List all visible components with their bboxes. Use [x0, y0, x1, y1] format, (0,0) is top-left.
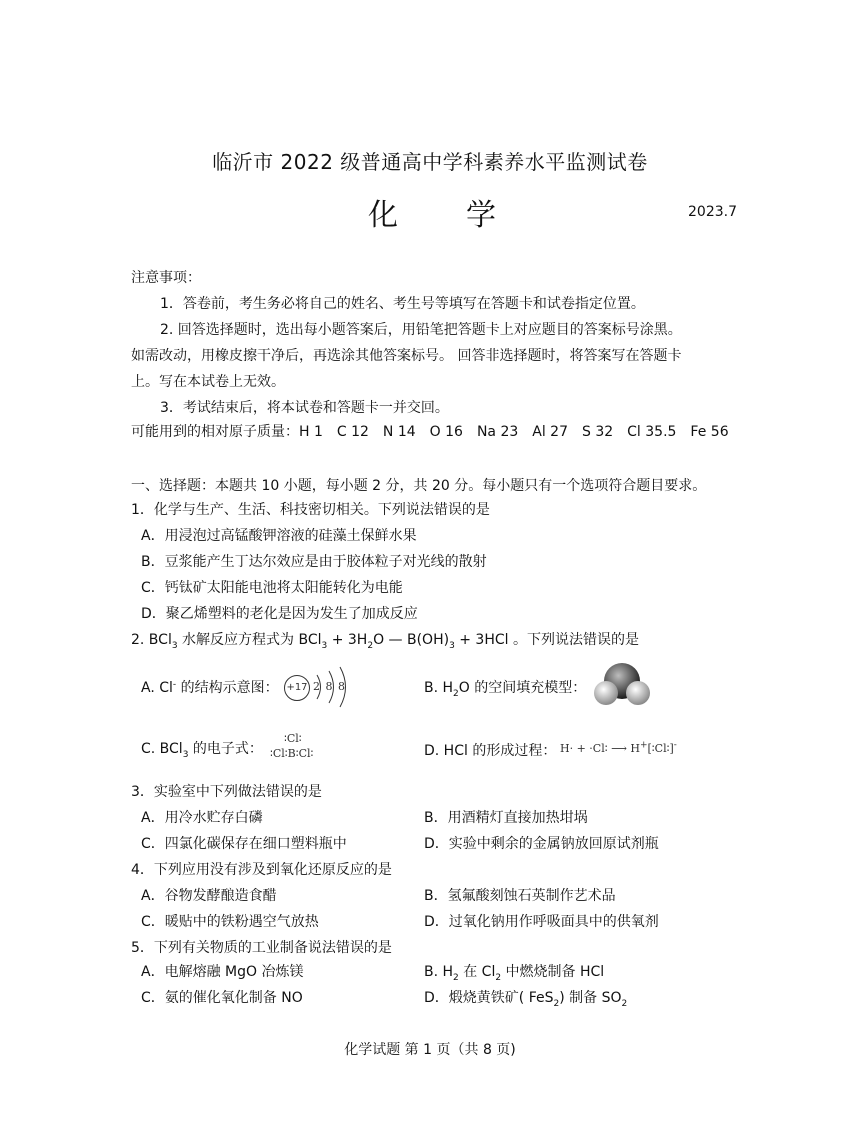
water-space-filling-model — [592, 662, 652, 708]
q1-option-b: B．豆浆能产生丁达尔效应是由于胶体粒子对光线的散射 — [141, 554, 487, 570]
q5-option-d: D．煅烧黄铁矿( FeS$_2$) 制备 $SO_2$ — [424, 990, 628, 1009]
notes-item-2-line-3: 上。写在本试卷上无效。 — [131, 374, 285, 390]
electron-shell-counts: 2 8 8 — [313, 680, 346, 693]
chloride-ion-structure-diagram — [284, 663, 354, 713]
section-1-heading: 一、选择题：本题共 10 小题，每小题 2 分，共 20 分。每小题只有一个选项符合题目要求。 — [131, 478, 707, 494]
q1-stem: 1．化学与生产、生活、科技密切相关。下列说法错误的是 — [131, 502, 490, 518]
subject-title: 化学 — [368, 198, 564, 233]
exam-date: 2023.7 — [688, 204, 737, 220]
q4-option-d: D．过氧化钠用作呼吸面具中的供氧剂 — [424, 914, 659, 930]
electron-shell-arcs — [284, 663, 354, 713]
q1-option-a: A．用浸泡过高锰酸钾溶液的硅藻土保鲜水果 — [141, 528, 417, 544]
q5-option-b: B. $H_2$ 在 $Cl_2$ 中燃烧制备 HCl — [424, 964, 605, 983]
page-footer: 化学试题 第 1 页（共 8 页) — [344, 1042, 516, 1058]
notes-item-2-line-1: 2. 回答选择题时，选出每小题答案后，用铅笔把答题卡上对应题目的答案标号涂黑。 — [160, 322, 682, 338]
q3-option-c: C．四氯化碳保存在细口塑料瓶中 — [141, 836, 347, 852]
notes-item-3: 3．考试结束后，将本试卷和答题卡一并交回。 — [160, 400, 449, 416]
notes-item-2-line-2: 如需改动，用橡皮擦干净后，再选涂其他答案标号。 回答非选择题时，将答案写在答题卡 — [131, 348, 682, 364]
notes-heading: 注意事项： — [131, 270, 201, 286]
q4-option-a: A．谷物发酵酿造食醋 — [141, 888, 277, 904]
bcl3-electron-dot-formula — [270, 731, 313, 761]
q2-option-a: A. Cl- 的结构示意图： — [141, 679, 279, 696]
q2-stem: 2. BCl$_3$ 水解反应方程式为 $BCl_3 + 3H_2O$ — $B(OH)_3 + 3HCl$ 。下列说法错误的是 — [131, 632, 639, 651]
q3-option-a: A．用冷水贮存白磷 — [141, 810, 263, 826]
q3-stem: 3．实验室中下列做法错误的是 — [131, 784, 322, 800]
electron-dot-top: ∶Cl∶ — [284, 732, 302, 745]
q2-option-c: C. BCl$_3$ 的电子式： — [141, 741, 263, 760]
hcl-formation-process: H· + ·Cl∶ ⟶ H+[∶Cl∶]- — [560, 740, 677, 755]
q5-option-c: C．氨的催化氧化制备 NO — [141, 990, 303, 1006]
q2-option-d: D. HCl 的形成过程： — [424, 743, 557, 759]
notes-item-1: 1．答卷前，考生务必将自己的姓名、考生号等填写在答题卡和试卷指定位置。 — [160, 296, 645, 312]
q1-option-d: D．聚乙烯塑料的老化是因为发生了加成反应 — [141, 606, 418, 622]
atomic-masses: 可能用到的相对原子质量：H 1 C 12 N 14 O 16 Na 23 Al 27 S 32 Cl 35.5 Fe 56 — [131, 424, 729, 440]
q2-option-b: B. $H_2O$ 的空间填充模型： — [424, 680, 587, 699]
electron-dot-bottom: ∶Cl∶B∶Cl∶ — [270, 747, 314, 760]
q5-option-a: A．电解熔融 MgO 冶炼镁 — [141, 964, 304, 980]
q1-option-c: C．钙钛矿太阳能电池将太阳能转化为电能 — [141, 580, 403, 596]
q4-option-c: C．暖贴中的铁粉遇空气放热 — [141, 914, 319, 930]
q4-option-b: B．氢氟酸刻蚀石英制作艺术品 — [424, 888, 616, 904]
nucleus-circle: +17 — [284, 675, 310, 701]
q3-option-d: D．实验中剩余的金属钠放回原试剂瓶 — [424, 836, 659, 852]
q3-option-b: B．用酒精灯直接加热坩埚 — [424, 810, 588, 826]
q5-stem: 5．下列有关物质的工业制备说法错误的是 — [131, 940, 392, 956]
exam-title: 临沂市 2022 级普通高中学科素养水平监测试卷 — [212, 150, 648, 174]
q4-stem: 4．下列应用没有涉及到氧化还原反应的是 — [131, 862, 392, 878]
